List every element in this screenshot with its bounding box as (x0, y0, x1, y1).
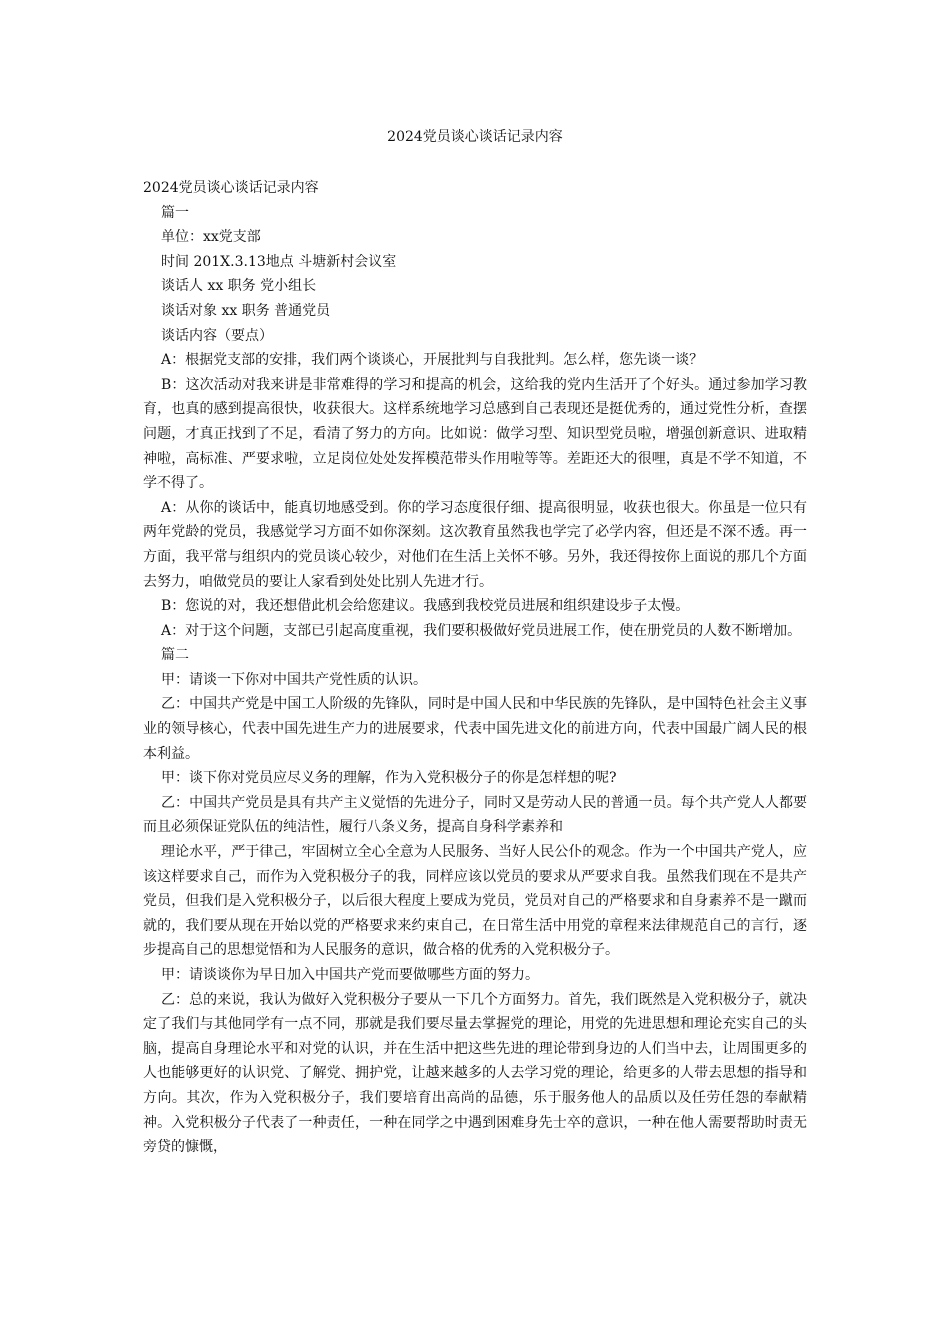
document-title: 2024党员谈心谈话记录内容 (387, 129, 563, 145)
paragraph: 甲：请谈一下你对中国共产党性质的认识。 (161, 671, 427, 688)
paragraph: 乙：中国共产党员是具有共产主义觉悟的先进分子，同时又是劳动人民的普通一员。每个共产党人人都要而且必须保证党队伍的纯洁性，履行八条义务，提高自身科学素养和 (143, 794, 807, 836)
paragraph: 时间 201X.3.13地点 斗塘新村会议室 (161, 253, 397, 270)
section-label-1: 篇一 (161, 204, 189, 221)
paragraph: 理论水平，严于律己，牢固树立全心全意为人民服务、当好人民公仆的观念。作为一个中国共产党人，应该这样要求自己，而作为入党积极分子的我，同样应该以党员的要求从严要求自我。虽然我们现在不是共产党员，但我们是入党积极分子，以后很大程度上要成为党员，党员对自己的严格要求和自身素养不是一蹴而就的，我们要从现在开始以党的严格要求来约束自己，在日常生活中用党的章程来法律规范自己的言行，逐步提高自己的思想觉悟和为人民服务的意识，做合格的优秀的入党积极分子。 (143, 844, 807, 959)
paragraph: 乙：总的来说，我认为做好入党积极分子要从一下几个方面努力。首先，我们既然是入党积极分子，就决定了我们与其他同学有一点不同，那就是我们要尽量去掌握党的理论，用党的先进思想和理论充实自己的头脑，提高自身理论水平和对党的认识，并在生活中把这些先进的理论带到身边的人们当中去，让周围更多的人也能够更好的认识党、了解党、拥护党，让越来越多的人去学习党的理论，给更多的人带去思想的指导和方向。其次，作为入党积极分子，我们要培育出高尚的品德，乐于服务他人的品质以及任劳任怨的奉献精神。入党积极分子代表了一种责任，一种在同学之中遇到困难身先士卒的意识，一种在他人需要帮助时责无旁贷的慷慨， (143, 991, 807, 1156)
document-body (143, 176, 807, 1160)
paragraph: 乙：中国共产党是中国工人阶级的先锋队，同时是中国人民和中华民族的先锋队，是中国特色社会主义事业的领导核心，代表中国先进生产力的进展要求，代表中国先进文化的前进方向，代表中国最广阔人民的根本利益。 (143, 696, 807, 762)
paragraph: A：根据党支部的安排，我们两个谈谈心，开展批判与自我批判。怎么样，您先谈一谈？ (161, 352, 704, 369)
section-label-2: 篇二 (161, 647, 189, 664)
paragraph-heading: 2024党员谈心谈话记录内容 (143, 180, 319, 196)
paragraph: 单位：xx党支部 (161, 229, 261, 246)
paragraph: 谈话内容（要点） (161, 327, 273, 344)
paragraph: B：这次活动对我来讲是非常难得的学习和提高的机会，这给我的党内生活开了个好头。通过参加学习教育，也真的感到提高很快，收获很大。这样系统地学习总感到自己表现还是挺优秀的，通过党性分析，查摆问题，才真正找到了不足，看清了努力的方向。比如说：做学习型、知识型党员啦，增强创新意识、进取精神啦，高标准、严要求啦，立足岗位处处发挥模范带头作用啦等等。差距还大的很哩，真是不学不知道，不学不得了。 (143, 376, 807, 492)
paragraph: A：从你的谈话中，能真切地感受到。你的学习态度很仔细、提高很明显，收获也很大。你虽是一位只有两年党龄的党员，我感觉学习方面不如你深刻。这次教育虽然我也学完了必学内容，但还是不深不透。再一方面，我平常与组织内的党员谈心较少，对他们在生活上关怀不够。另外，我还得按你上面说的那几个方面去努力，咱做党员的要让人家看到处处比别人先进才行。 (143, 499, 807, 590)
paragraph: 谈话对象 xx 职务 普通党员 (161, 302, 331, 319)
paragraph: A：对于这个问题，支部已引起高度重视，我们要积极做好党员进展工作，使在册党员的人数不断增加。 (161, 622, 802, 639)
paragraph: 谈话人 xx 职务 党小组长 (161, 278, 317, 295)
paragraph: B：您说的对，我还想借此机会给您建议。我感到我校党员进展和组织建设步子太慢。 (161, 598, 690, 615)
paragraph: 甲：请谈谈你为早日加入中国共产党而要做哪些方面的努力。 (161, 967, 539, 983)
paragraph: 甲：谈下你对党员应尽义务的理解，作为入党积极分子的你是怎样想的呢? (161, 770, 617, 787)
